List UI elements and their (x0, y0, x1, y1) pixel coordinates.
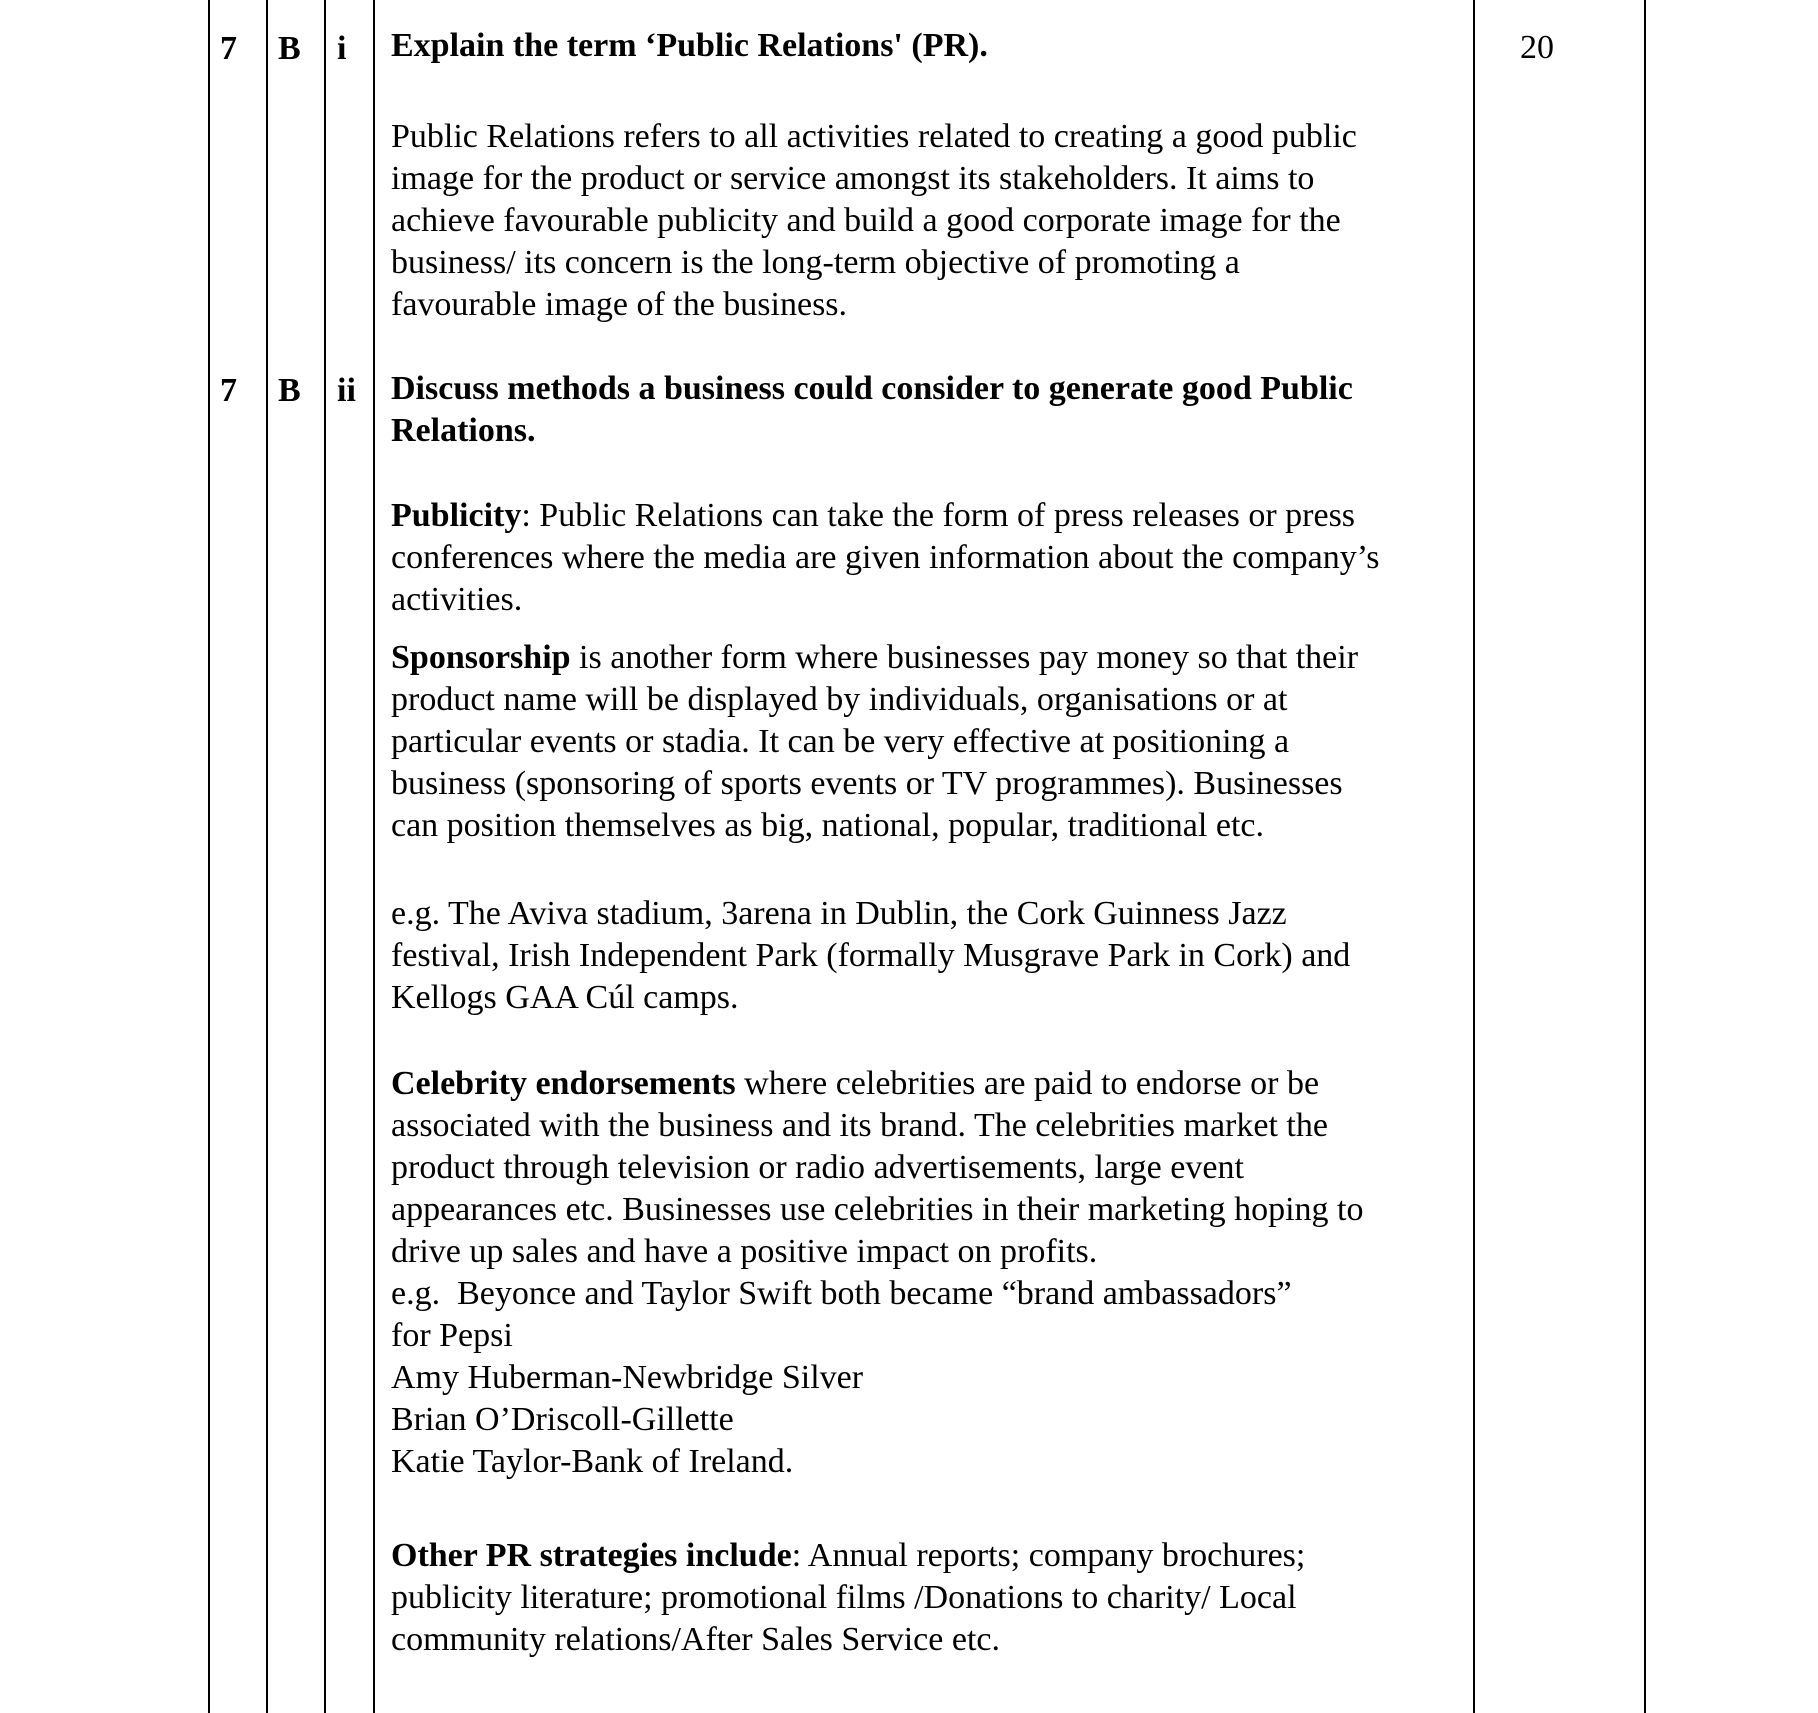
other-pr-strategies-paragraph (391, 1535, 1463, 1661)
question-number-row2: 7 (220, 372, 237, 409)
text-line (391, 495, 1463, 537)
question-i-answer-paragraph (391, 116, 1463, 326)
text-line: can position themselves as big, national, popular, traditional etc. (391, 807, 1264, 844)
part-label-row2: ii (337, 372, 356, 409)
text-line (391, 1063, 1463, 1105)
text-line: festival, Irish Independent Park (formally Musgrave Park in Cork) and (391, 937, 1351, 974)
celebrity-lead: Celebrity endorsements (391, 1065, 736, 1102)
text-line: Brian O’Driscoll-Gillette (391, 1401, 734, 1438)
publicity-lead: Publicity (391, 497, 522, 534)
text-line: for Pepsi (391, 1317, 513, 1354)
celebrity-endorsements-paragraph (391, 1063, 1463, 1483)
text-line: conferences where the media are given information about the company’s (391, 539, 1380, 576)
text-line: product name will be displayed by individuals, organisations or at (391, 681, 1288, 718)
column-answer-content (373, 0, 1473, 1713)
sponsorship-examples-paragraph (391, 893, 1463, 1019)
question-number-row1: 7 (220, 30, 237, 67)
column-marks (1473, 0, 1646, 1713)
text-line (391, 1535, 1463, 1577)
text-line: community relations/After Sales Service etc. (391, 1621, 1000, 1658)
text-line: associated with the business and its brand. The celebrities market the (391, 1107, 1328, 1144)
other-pr-lead: Other PR strategies include (391, 1537, 792, 1574)
column-section (266, 0, 324, 1713)
text-line: business/ its concern is the long-term objective of promoting a (391, 244, 1240, 281)
text-line: Relations. (391, 412, 536, 449)
text-line: Discuss methods a business could consider to generate good Public (391, 370, 1353, 407)
sponsorship-lead: Sponsorship (391, 639, 571, 676)
text-line: drive up sales and have a positive impact on profits. (391, 1233, 1098, 1270)
text-line: e.g. The Aviva stadium, 3arena in Dublin, the Cork Guinness Jazz (391, 895, 1287, 932)
text-segment: is another form where businesses pay money so that their (570, 639, 1359, 676)
section-label-row2: B (278, 372, 301, 409)
text-line (391, 637, 1463, 679)
marks-value: 20 (1520, 29, 1554, 66)
part-label-row1: i (337, 30, 347, 67)
question-ii-heading (391, 368, 1463, 452)
sponsorship-paragraph (391, 637, 1463, 847)
text-line: appearances etc. Businesses use celebrities in their marketing hoping to (391, 1191, 1364, 1228)
text-line: Public Relations refers to all activities related to creating a good public (391, 118, 1357, 155)
text-line: favourable image of the business. (391, 286, 848, 323)
text-segment: : Public Relations can take the form of press releases or press (521, 497, 1356, 534)
publicity-paragraph (391, 495, 1463, 621)
text-line: Amy Huberman-Newbridge Silver (391, 1359, 864, 1396)
text-line: achieve favourable publicity and build a good corporate image for the (391, 202, 1341, 239)
text-line: activities. (391, 581, 523, 618)
text-line: image for the product or service amongst its stakeholders. It aims to (391, 160, 1315, 197)
section-label-row1: B (278, 30, 301, 67)
text-line: publicity literature; promotional films /Donations to charity/ Local (391, 1579, 1297, 1616)
marking-scheme-table (208, 0, 1646, 1713)
text-line: particular events or stadia. It can be very effective at positioning a (391, 723, 1290, 760)
column-part (324, 0, 373, 1713)
text-line: Kellogs GAA Cúl camps. (391, 979, 739, 1016)
text-segment: : Annual reports; company brochures; (791, 1537, 1306, 1574)
column-question-number (208, 0, 266, 1713)
text-line: product through television or radio advertisements, large event (391, 1149, 1244, 1186)
text-segment: where celebrities are paid to endorse or be (735, 1065, 1320, 1102)
text-line: Katie Taylor-Bank of Ireland. (391, 1443, 794, 1480)
question-i-heading: Explain the term ‘Public Relations' (PR). (391, 27, 988, 64)
text-line: business (sponsoring of sports events or TV programmes). Businesses (391, 765, 1343, 802)
text-line: e.g. Beyonce and Taylor Swift both became “brand ambassadors” (391, 1275, 1292, 1312)
